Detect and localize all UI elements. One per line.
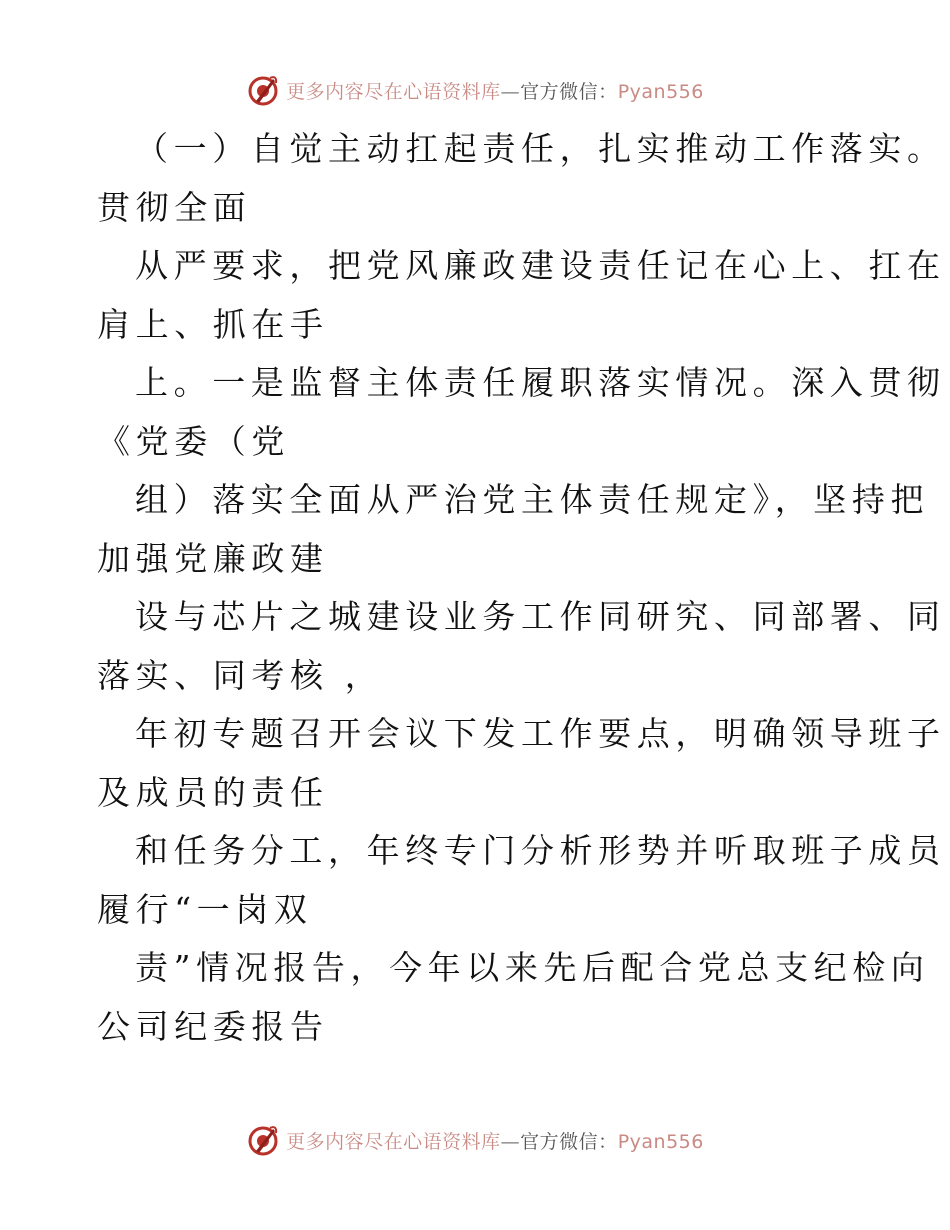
body-line: 组）落实全面从严治党主体责任规定》，坚持把 xyxy=(135,480,930,519)
watermark-separator: — xyxy=(500,1130,521,1153)
body-line: 从严要求，把党风廉政建设责任记在心上、扛在 xyxy=(135,246,946,285)
quill-seal-icon xyxy=(246,73,280,107)
watermark-brand: 更多内容尽在心语资料库 xyxy=(286,80,501,103)
body-line: 年初专题召开会议下发工作要点，明确领导班子 xyxy=(135,714,946,753)
body-line: 上。一是监督主体责任履职落实情况。深入贯彻 xyxy=(135,363,946,402)
body-line: 履行“一岗双 xyxy=(97,889,313,929)
body-line: （一）自觉主动扛起责任，扎实推动工作落实。 xyxy=(135,129,946,168)
document-body xyxy=(97,120,946,1056)
watermark-account: Pyan556 xyxy=(617,1130,704,1153)
watermark-separator: — xyxy=(500,80,521,103)
body-line: 责”情况报告，今年以来先后配合党总支纪检向 xyxy=(135,948,930,987)
watermark-label: 官方微信： xyxy=(520,80,618,103)
body-line: 贯彻全面 xyxy=(97,187,252,227)
quill-seal-icon xyxy=(246,1123,280,1157)
body-line: 及成员的责任 xyxy=(97,772,329,812)
body-line: 《党委（党 xyxy=(97,421,290,461)
body-line: 和任务分工，年终专门分析形势并听取班子成员 xyxy=(135,831,946,870)
watermark-text xyxy=(286,1127,704,1154)
body-line: 公司纪委报告 xyxy=(97,1006,329,1046)
footer-watermark xyxy=(0,1120,950,1160)
body-line: 落实、同考核 ， xyxy=(97,655,384,695)
body-line: 设与芯片之城建设业务工作同研究、同部署、同 xyxy=(135,597,946,636)
watermark-account: Pyan556 xyxy=(617,80,704,103)
header-watermark xyxy=(0,70,950,110)
watermark-label: 官方微信： xyxy=(520,1130,618,1153)
watermark-brand: 更多内容尽在心语资料库 xyxy=(286,1130,501,1153)
body-line: 肩上、抓在手 xyxy=(97,304,329,344)
watermark-text xyxy=(286,77,704,104)
body-line: 加强党廉政建 xyxy=(97,538,329,578)
